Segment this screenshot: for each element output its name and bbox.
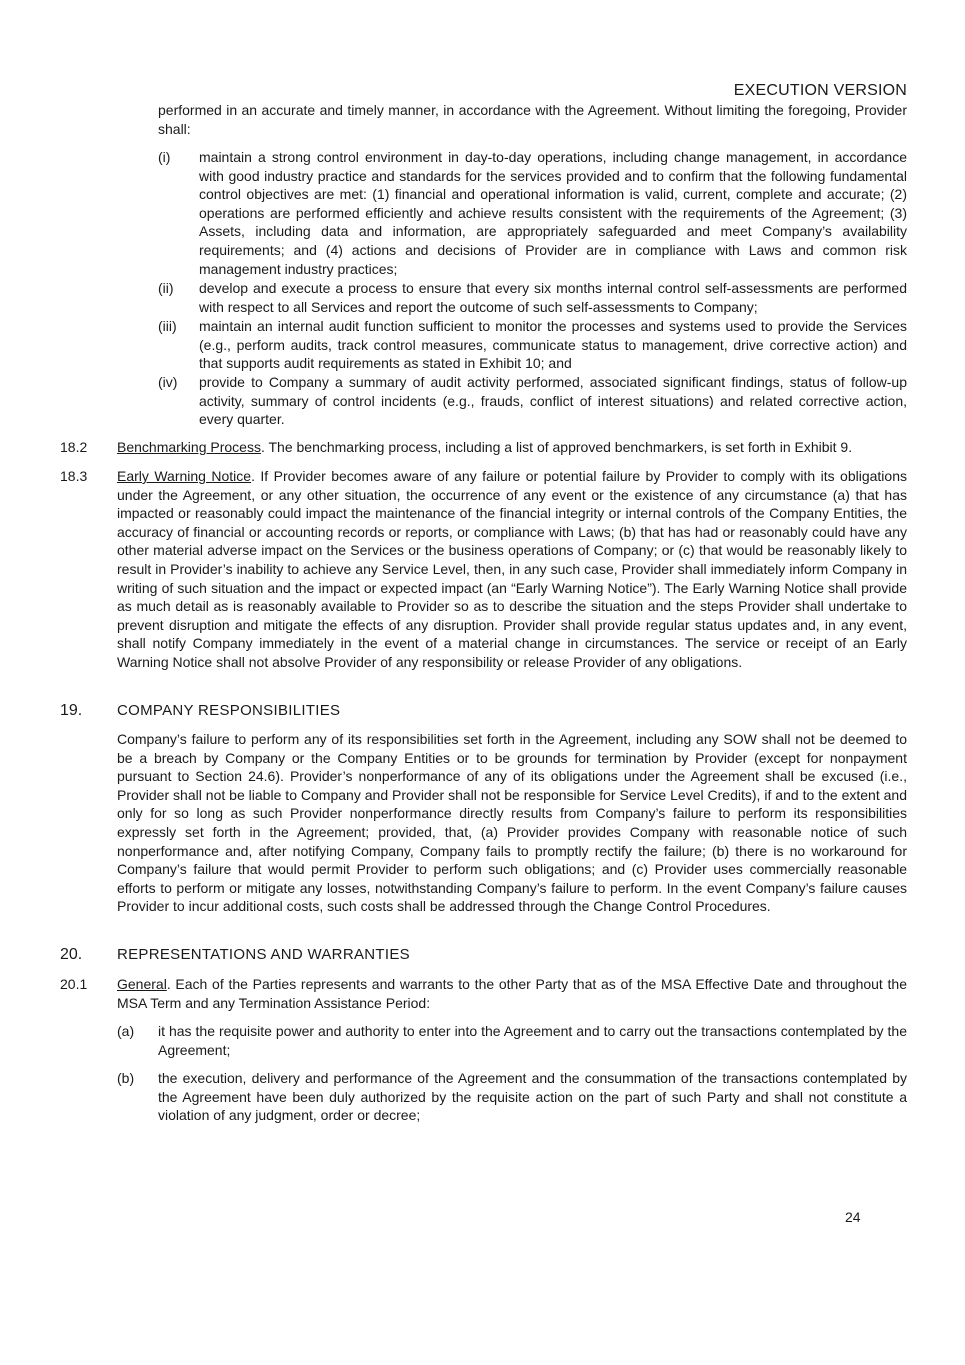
section-body: . Each of the Parties represents and warrants to the other Party that as of the MSA Effective Date and throughout the MSA Term and any Termination Assistance Period: xyxy=(117,976,907,1011)
item-number: (a) xyxy=(117,1023,135,1039)
page-number: 24 xyxy=(845,1209,861,1225)
subitem-text: maintain an internal audit function sufficient to monitor the processes and systems used to provide the Services (e.g., perform audits, track control measures, communicate status to management, drive corrective action) and that supports audit requirements as stated in Exhibit 10; and xyxy=(199,318,907,372)
subitem-number: (iii) xyxy=(158,318,177,334)
subitem-text: develop and execute a process to ensure that every six months internal control self-assessments are performed with respect to all Services and report the outcome of such self-assessments to Company; xyxy=(199,280,907,315)
section-number: 18.3 xyxy=(60,468,88,484)
section-heading: Benchmarking Process xyxy=(117,439,261,455)
subitem-number: (i) xyxy=(158,149,171,165)
section-text xyxy=(117,975,907,1012)
section-heading: Early Warning Notice xyxy=(117,468,252,484)
section-body: . The benchmarking process, including a list of approved benchmarkers, is set forth in Exhibit 9. xyxy=(260,439,853,455)
section-heading: General xyxy=(117,976,167,992)
subitem-text: maintain a strong control environment in day-to-day operations, including change management, in accordance with good industry practice and standards for the services provided and to confirm that the following fundamental control objectives are met: (1) financial and operational information is valid, current, complete and accurate; (2) operations are performed efficiently and achieve results consistent with the requirements of the Agreement; (3) Assets, including data and information, are appropriately safeguarded and meet Company’s availability requirements; and (4) actions and decisions of Provider are in compliance with Laws and common risk management industry practices; xyxy=(199,149,907,277)
item-number: (b) xyxy=(117,1070,135,1086)
subitem-number: (ii) xyxy=(158,280,174,296)
item-text: it has the requisite power and authority to enter into the Agreement and to carry out the transactions contemplated by the Agreement; xyxy=(158,1023,907,1058)
section-body: . If Provider becomes aware of any failure or potential failure by Provider to comply with its obligations under the Agreement, or any other situation, the occurrence of any event or the existence of any circumstance (a) that has impacted or reasonably could impact the maintenance of the financial integrity or internal controls of the Company Entities, the accuracy of financial or accounting records or reports, or compliance with Laws; (b) that has had or reasonably could have any other material adverse impact on the Services or the business operations of Company; or (c) that would be reasonably likely to result in Provider’s inability to achieve any Service Level, then, in any such case, Provider shall immediately inform Company in writing of such situation and the impact or expected impact (an “Early Warning Notice”). The Early Warning Notice shall provide as much detail as is reasonably available to Provider so as to describe the situation and the steps Provider shall undertake to prevent disruption and mitigate the effects of any disruption. Provider shall provide regular status updates and, in any event, shall notify Company immediately in the event of a material change in circumstances. The service or receipt of an Early Warning Notice shall not absolve Provider of any responsibility or release Provider of any obligations. xyxy=(117,468,907,670)
intro-paragraph: performed in an accurate and timely manner, in accordance with the Agreement. Without limiting the foregoing, Provider shall: xyxy=(158,102,907,137)
section-text xyxy=(117,438,907,457)
section-text xyxy=(117,467,907,672)
section-19-body: Company’s failure to perform any of its responsibilities set forth in the Agreement, including any SOW shall not be deemed to be a breach by Company or the Company Entities or to be grounds for termination by Provider (except for nonpayment pursuant to Section 24.6). Provider’s nonperformance of any of its obligations under the Agreement shall be excused (i.e., Provider shall not be liable to Company and Provider shall not be responsible for Service Level Credits), if and to the extent and only for so long as such Provider nonperformance directly results from Company’s failure to perform its responsibilities expressly set forth in the Agreement; provided, that, (a) Provider provides Company with reasonable notice of such nonperformance and, after notifying Company, Company fails to promptly rectify the failure; (b) there is no workaround for Company’s failure that would permit Provider to perform such obligations; and (c) Provider uses commercially reasonable efforts to perform or mitigate any losses, notwithstanding Company’s failure to perform. In the event Company’s failure causes Provider to incur additional costs, such costs shall be addressed through the Change Control Procedures. xyxy=(117,731,907,915)
section-title: REPRESENTATIONS AND WARRANTIES xyxy=(117,946,410,963)
subitem-number: (iv) xyxy=(158,374,178,390)
section-title: COMPANY RESPONSIBILITIES xyxy=(117,702,341,719)
section-number: 19. xyxy=(60,702,83,719)
section-number: 18.2 xyxy=(60,439,88,455)
section-number: 20.1 xyxy=(60,976,88,992)
section-number: 20. xyxy=(60,946,83,963)
subitem-text: provide to Company a summary of audit activity performed, associated significant findings, status of follow-up activity, summary of control incidents (e.g., frauds, conflict of interest situations) and related corrective action, every quarter. xyxy=(199,374,907,428)
execution-version-label: EXECUTION VERSION xyxy=(733,82,907,99)
item-text: the execution, delivery and performance of the Agreement and the consummation of the transactions contemplated by the Agreement have been duly authorized by the requisite action on the part of such Party and shall not constitute a violation of any judgment, order or decree; xyxy=(158,1070,907,1124)
